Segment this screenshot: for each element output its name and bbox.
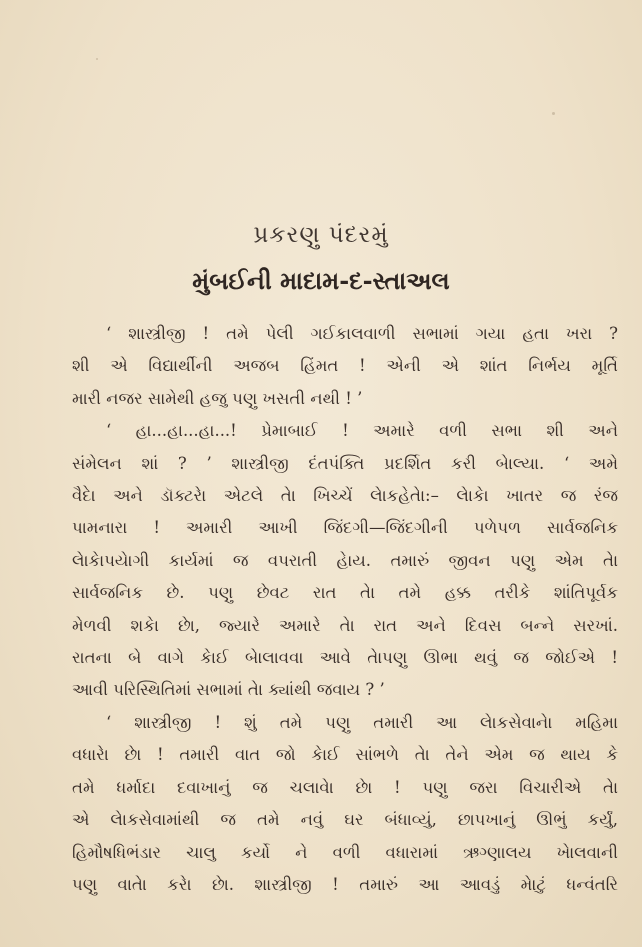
text-line: તમે ધર્માદા દવાખાનું જ ચલાવેા છેા ! પણુ જરા વિચારીએ તેા <box>72 777 618 797</box>
chapter-title: મુંબઈની માદામ-દ-સ્તાઅલ <box>192 266 450 295</box>
chapter-heading: પ્રકરણુ પંદરમું <box>253 222 389 248</box>
text-line: ‘ હા...હા...હા...! પ્રેમાબાઈ ! અમારે વળી સભા શી અને <box>106 421 618 441</box>
paragraph <box>72 707 618 901</box>
paragraph <box>72 415 618 707</box>
text-line: ‘ શાસ્ત્રીજી ! શું તમે પણુ તમારી આ લેાકસેવાનેા મહિમા <box>106 712 618 732</box>
text-line: સાર્વજનિક છે. પણુ છેવટ રાત તેા તમે હક્ક તરીકે શાંતિપૂર્વક <box>72 583 618 603</box>
text-line: વધારેા છેા ! તમારી વાત જો કેાઈ સાંભળે તેા તેને એમ જ થાય કે <box>72 745 618 765</box>
paragraph <box>72 318 618 415</box>
paper-speck <box>96 58 98 60</box>
paper-speck <box>552 112 555 115</box>
text-line: ‘ શાસ્ત્રીજી ! તમે પેલી ગઈકાલવાળી સભામાં ગયા હતા ખરા ? <box>106 324 618 343</box>
text-line: મારી નજર સામેથી હજુ પણુ ખસતી નથી ! ’ <box>72 388 363 408</box>
body-text <box>72 318 618 901</box>
text-line: પણુ વાતેા કરેા છેા. શાસ્ત્રીજી ! તમારું આ આવડું મેાટું ધન્વંતરિ <box>72 874 618 894</box>
text-line: વૈદેા અને ડૉક્ટરેા એટલે તેા ખિચ્ચેં લેાકહેતેા:– લેાકેા ખાતર જ રંજ <box>72 486 618 506</box>
text-line: આવી પરિસ્થિતિમાં સભામાં તેા ક્યાંથી જવાય ? ’ <box>72 680 385 700</box>
text-line: એ લેાકસેવામાંથી જ તમે નવું ઘર બંધાવ્યું, છાપખાનું ઊભું કર્યું, <box>72 810 618 830</box>
text-line: શી એ વિદ્યાર્થીની અજબ હિંમત ! એની એ શાંત નિર્ભય મૂર્તિ <box>72 356 618 376</box>
text-line: લેાકેાપયેાગી કાર્યમાં જ વપરાતી હેાય. તમારું જીવન પણુ એમ તેા <box>72 550 618 570</box>
text-line: રાતના બે વાગે કેાઈ બેાલાવવા આવે તેાપણુ ઊભા થવું જ જોઈએ ! <box>72 648 618 668</box>
text-line: પામનારા ! અમારી આખી જિંદગી—જિંદગીની પળેપળ સાર્વજનિક <box>72 518 618 538</box>
text-line: મેળવી શકેા છેા, જ્યારે અમારે તેા રાત અને દિવસ બન્ને સરખાં. <box>72 615 618 635</box>
text-line: હિમૌષધિભંડાર ચાલુ કર્યો ને વળી વધારામાં ઋગ્ણાલય ખેાલવાની <box>72 842 618 862</box>
text-line: સંમેલન શાં ? ’ શાસ્ત્રીજી દંતપંક્તિ પ્રદર્શિત કરી બેાલ્યા. ‘ અમે <box>72 453 618 473</box>
